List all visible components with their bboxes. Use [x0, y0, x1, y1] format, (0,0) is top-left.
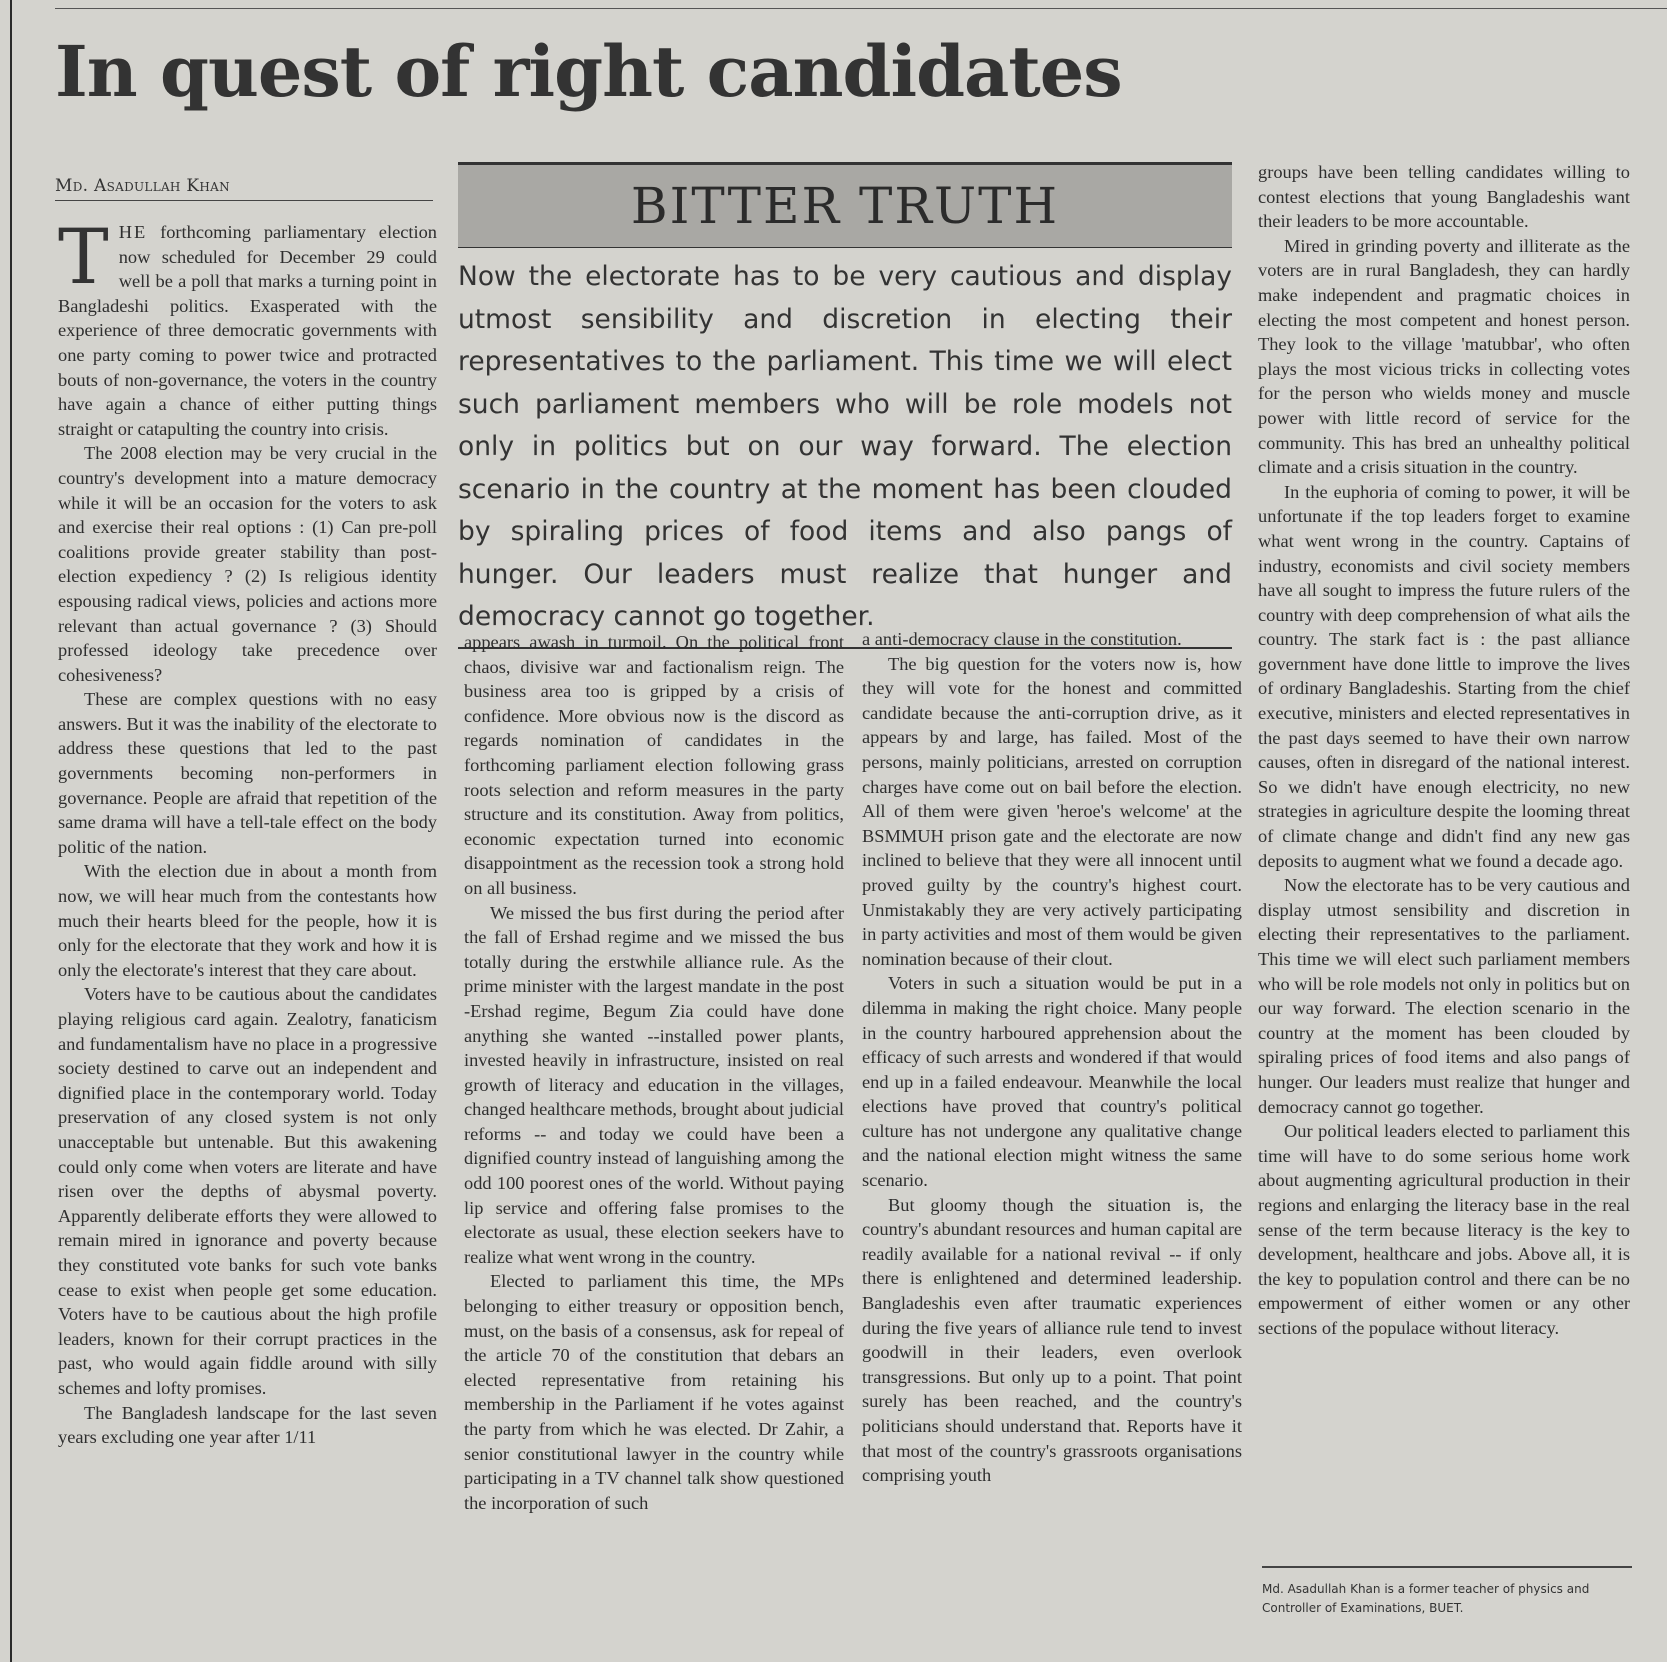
page-edge-rule	[10, 0, 12, 1662]
pull-quote-heading: BITTER TRUTH	[630, 177, 1060, 235]
paragraph: Voters in such a situation would be put in a dilemma in making the right choice. Many people in the country harboured apprehension about the efficacy of such arrests and wondered if that would end up in a failed endeavour. Meanwhile the local elections have proved that country's political culture has not undergone any qualitative change and the national election might witness the same scenario.	[862, 973, 1242, 1191]
author-note: Md. Asadullah Khan is a former teacher of physics and Controller of Examinations, BUET.	[1262, 1566, 1632, 1618]
paragraph: Voters have to be cautious about the candidates playing religious card again. Zealotry, fanaticism and fundamentalism have no place in a progressive society destined to carve out an independent and dignified place in the contemporary world. Today preservation of any closed system is not only unacceptable but untenable. But this awakening could only come when voters are literate and have risen over the depths of abysmal poverty. Apparently deliberate efforts they were allowed to remain mired in ignorance and poverty because they constituted vote banks for such vote banks cease to exist when people get some education. Voters have to be cautious about the high profile leaders, known for their corrupt practices in the past, who would again fiddle around with silly schemes and lofty promises.	[58, 984, 437, 1398]
paragraph: With the election due in about a month from now, we will hear much from the contestants how much their hearts bleed for the people, how it is only for the electorate that they work and how it is only the electorate's interest that they care about.	[58, 861, 437, 980]
paragraph: The 2008 election may be very crucial in the country's development into a mature democracy while it will be an occasion for the voters to ask and exercise their real options : (1) Can pre-poll coalitions provide greater stability than post-election expediency ? (2) Is religious identity espousing radical views, policies and actions more relevant than actual governance ? (3) Should professed ideology take precedence over cohesiveness?	[58, 443, 437, 685]
pull-quote-banner	[458, 162, 1232, 248]
article-column-3	[862, 627, 1242, 1660]
lead-caps: HE	[118, 222, 148, 242]
drop-cap: T	[58, 220, 109, 301]
paragraph: These are complex questions with no easy answers. But it was the inability of the electorate to address these questions that led to the past governments becoming non-performers in governance. People are afraid that repetition of the same drama will have a tell-tale effect on the body politic of the nation.	[58, 689, 437, 857]
lead-text: forthcoming parliamentary election now scheduled for December 29 could well be a poll that marks a turning point in Bangladeshi politics. Exasperated with the experience of three democratic governments with one party coming to power twice and protracted bouts of non-governance, the voters in the country have again a chance of either putting things straight or catapulting the country into crisis.	[58, 222, 437, 439]
paragraph: The big question for the voters now is, how they will vote for the honest and committed candidate because the anti-corruption drive, as it appears by and large, has failed. Most of the persons, mainly politicians, arrested on corruption charges have come out on bail before the election. All of them were given 'heroe's welcome' at the BSMMUH prison gate and the electorate are now inclined to believe that they were all innocent until proved guilty by the country's highest court. Unmistakably they are very actively participating in party activities and most of them would be given nomination because of their clout.	[862, 653, 1242, 969]
pull-quote-box	[458, 162, 1232, 649]
paragraph: The Bangladesh landscape for the last seven years excluding one year after 1/11	[58, 1402, 437, 1448]
paragraph: groups have been telling candidates willing to contest elections that young Bangladeshis want their leaders to be more accountable.	[1258, 162, 1630, 232]
top-rule	[55, 8, 1667, 9]
article-headline: In quest of right candidates	[55, 30, 1122, 113]
paragraph: Our political leaders elected to parliament this time will have to do some serious home work about augmenting agricultural production in their regions and enlarging the literacy base in the real sense of the term because literacy is the key to development, healthcare and jobs. Above all, it is the key to population control and there can be no empowerment of either women or any other sections of the populace without literacy.	[1258, 1121, 1630, 1338]
paragraph: Mired in grinding poverty and illiterate as the voters are in rural Bangladesh, they can hardly make independent and pragmatic choices in electing the most competent and honest person. They look to the village 'matubbar', who often plays the most vicious tricks in collecting votes for the person who wields money and muscle power with little record of service for the community. This has bred an unhealthy political climate and a crisis situation in the country.	[1258, 235, 1630, 478]
article-column-1	[58, 220, 437, 1660]
paragraph: In the euphoria of coming to power, it will be unfortunate if the top leaders forget to examine what went wrong in the country. Captains of industry, economists and civil society members have all sought to impress the future rulers of the country with deep comprehension of what ails the country. The stark fact is : the past alliance government have done little to improve the lives of ordinary Bangladeshis. Starting from the chief executive, ministers and elected representatives in the past days seemed to have their own narrow causes, often in disregard of the national interest. So we didn't have enough electricity, no new strategies in agriculture despite the looming threat of climate change and didn't find any new gas deposits to augment what we found a decade ago.	[1258, 481, 1630, 871]
paragraph: Now the electorate has to be very cautious and display utmost sensibility and discretion in electing their representatives to the parliament. This time we will elect such parliament members who will be role models not only in politics but on our way forward. The election scenario in the country at the moment has been clouded by spiraling prices of food items and also pangs of hunger. Our leaders must realize that hunger and democracy cannot go together.	[1258, 875, 1630, 1117]
paragraph: But gloomy though the situation is, the country's abundant resources and human capital are readily available for a national revival -- if only there is enlightened and determined leadership. Bangladeshis even after traumatic experiences during the five years of alliance rule tend to invest goodwill in their leaders, even overlook transgressions. But only up to a point. That point surely has been reached, and the country's politicians should understand that. Reports have it that most of the country's grassroots organisations comprising youth	[862, 1194, 1242, 1486]
article-column-4	[1258, 160, 1630, 1555]
lead-paragraph	[58, 220, 437, 441]
article-column-2	[464, 630, 844, 1660]
paragraph: a anti-democracy clause in the constitution.	[862, 629, 1182, 649]
pull-quote-text: Now the electorate has to be very cautious and display utmost sensibility and discretion in electing their representatives to the parliament. This time we will elect such parliament members who will be role models not only in politics but on our way forward. The election scenario in the country at the moment has been clouded by spiraling prices of food items and also pangs of hunger. Our leaders must realize that hunger and democracy cannot go together.	[458, 256, 1232, 649]
paragraph: appears awash in turmoil. On the political front chaos, divisive war and factionalism reign. The business area too is gripped by a crisis of confidence. More obvious now is the discord as regards nomination of candidates in the forthcoming parliament election following grass roots selection and reform measures in the party structure and its constitution. Away from politics, economic expectation turned into economic disappointment as the recession took a strong hold on all business.	[464, 632, 844, 898]
paragraph: We missed the bus first during the period after the fall of Ershad regime and we missed the bus totally during the erstwhile alliance rule. As the prime minister with the largest mandate in the post -Ershad regime, Begum Zia could have done anything she wanted --installed power plants, invested heavily in infrastructure, insisted on real growth of literacy and education in the villages, changed healthcare methods, brought about judicial reforms -- and today we could have been a dignified country instead of languishing among the odd 100 poorest ones of the world. Without paying lip service and offering false promises to the electorate as usual, these election seekers have to realize what went wrong in the country.	[464, 902, 844, 1267]
byline: Md. Asadullah Khan	[55, 176, 433, 201]
paragraph: Elected to parliament this time, the MPs belonging to either treasury or opposition bench, must, on the basis of a consensus, ask for repeal of the article 70 of the constitution that debars an elected representative from retaining his membership in the Parliament if he votes against the party from which he was elected. Dr Zahir, a senior constitutional lawyer in the country while participating in a TV channel talk show questioned the incorporation of such	[464, 1271, 844, 1513]
